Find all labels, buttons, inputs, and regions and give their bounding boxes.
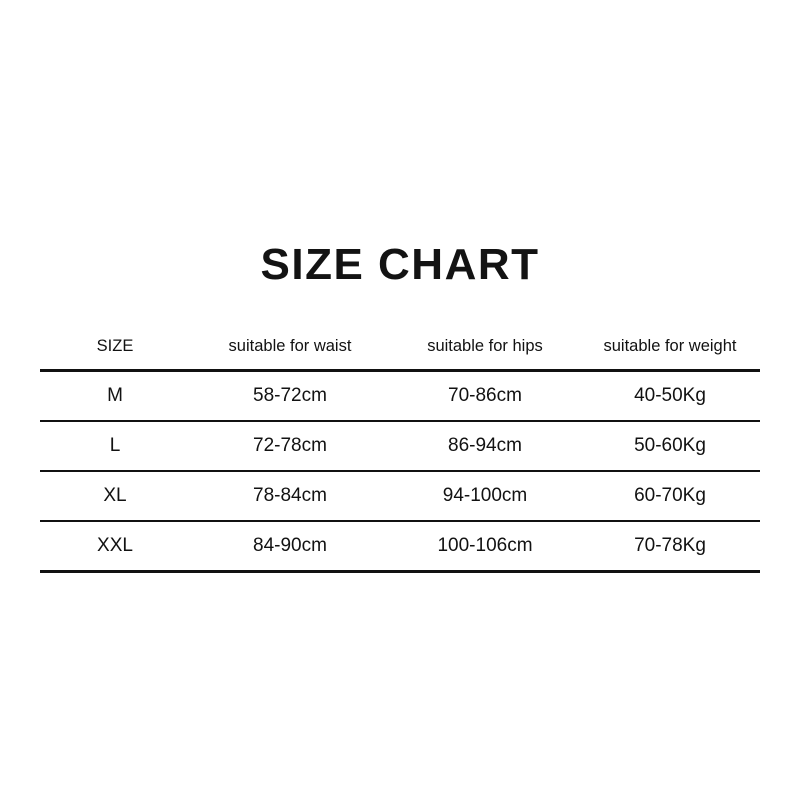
cell-size-value: XL (103, 484, 127, 506)
cell-size (40, 521, 190, 572)
cell-waist (190, 421, 390, 471)
cell-waist (190, 521, 390, 572)
page-title: SIZE CHART (260, 240, 540, 289)
cell-size (40, 471, 190, 521)
cell-weight (580, 371, 760, 422)
column-header-weight-label: suitable for weight (603, 336, 737, 355)
cell-hips-value: 70-86cm (448, 384, 522, 406)
column-header-weight (580, 323, 760, 371)
cell-waist (190, 371, 390, 422)
cell-waist-value: 58-72cm (253, 384, 327, 406)
table-row (40, 371, 760, 422)
table-body (40, 371, 760, 572)
cell-size (40, 421, 190, 471)
cell-weight-value: 40-50Kg (634, 384, 706, 406)
cell-weight (580, 471, 760, 521)
cell-hips (390, 471, 580, 521)
table-row (40, 471, 760, 521)
cell-size-value: XXL (97, 534, 133, 556)
table-row (40, 421, 760, 471)
cell-waist-value: 84-90cm (253, 534, 327, 556)
cell-weight (580, 521, 760, 572)
cell-hips-value: 94-100cm (442, 484, 528, 506)
cell-size-value: L (109, 434, 121, 456)
table-row (40, 521, 760, 572)
size-table-area (40, 323, 760, 573)
cell-hips (390, 421, 580, 471)
cell-hips-value: 100-106cm (437, 534, 533, 556)
cell-size-value: M (107, 384, 123, 406)
cell-hips-value: 86-94cm (448, 434, 522, 456)
column-header-waist-label: suitable for waist (228, 336, 352, 355)
cell-hips (390, 521, 580, 572)
table-header (40, 323, 760, 371)
size-chart-table (40, 323, 760, 573)
cell-weight (580, 421, 760, 471)
cell-waist-value: 72-78cm (253, 434, 327, 456)
cell-waist-value: 78-84cm (253, 484, 327, 506)
column-header-size (40, 323, 190, 371)
cell-waist (190, 471, 390, 521)
column-header-hips-label: suitable for hips (427, 336, 543, 355)
column-header-waist (190, 323, 390, 371)
table-header-row (40, 323, 760, 371)
column-header-size-label: SIZE (96, 336, 134, 355)
cell-size (40, 371, 190, 422)
cell-weight-value: 60-70Kg (634, 484, 706, 506)
column-header-hips (390, 323, 580, 371)
cell-hips (390, 371, 580, 422)
cell-weight-value: 70-78Kg (634, 534, 706, 556)
cell-weight-value: 50-60Kg (634, 434, 706, 456)
